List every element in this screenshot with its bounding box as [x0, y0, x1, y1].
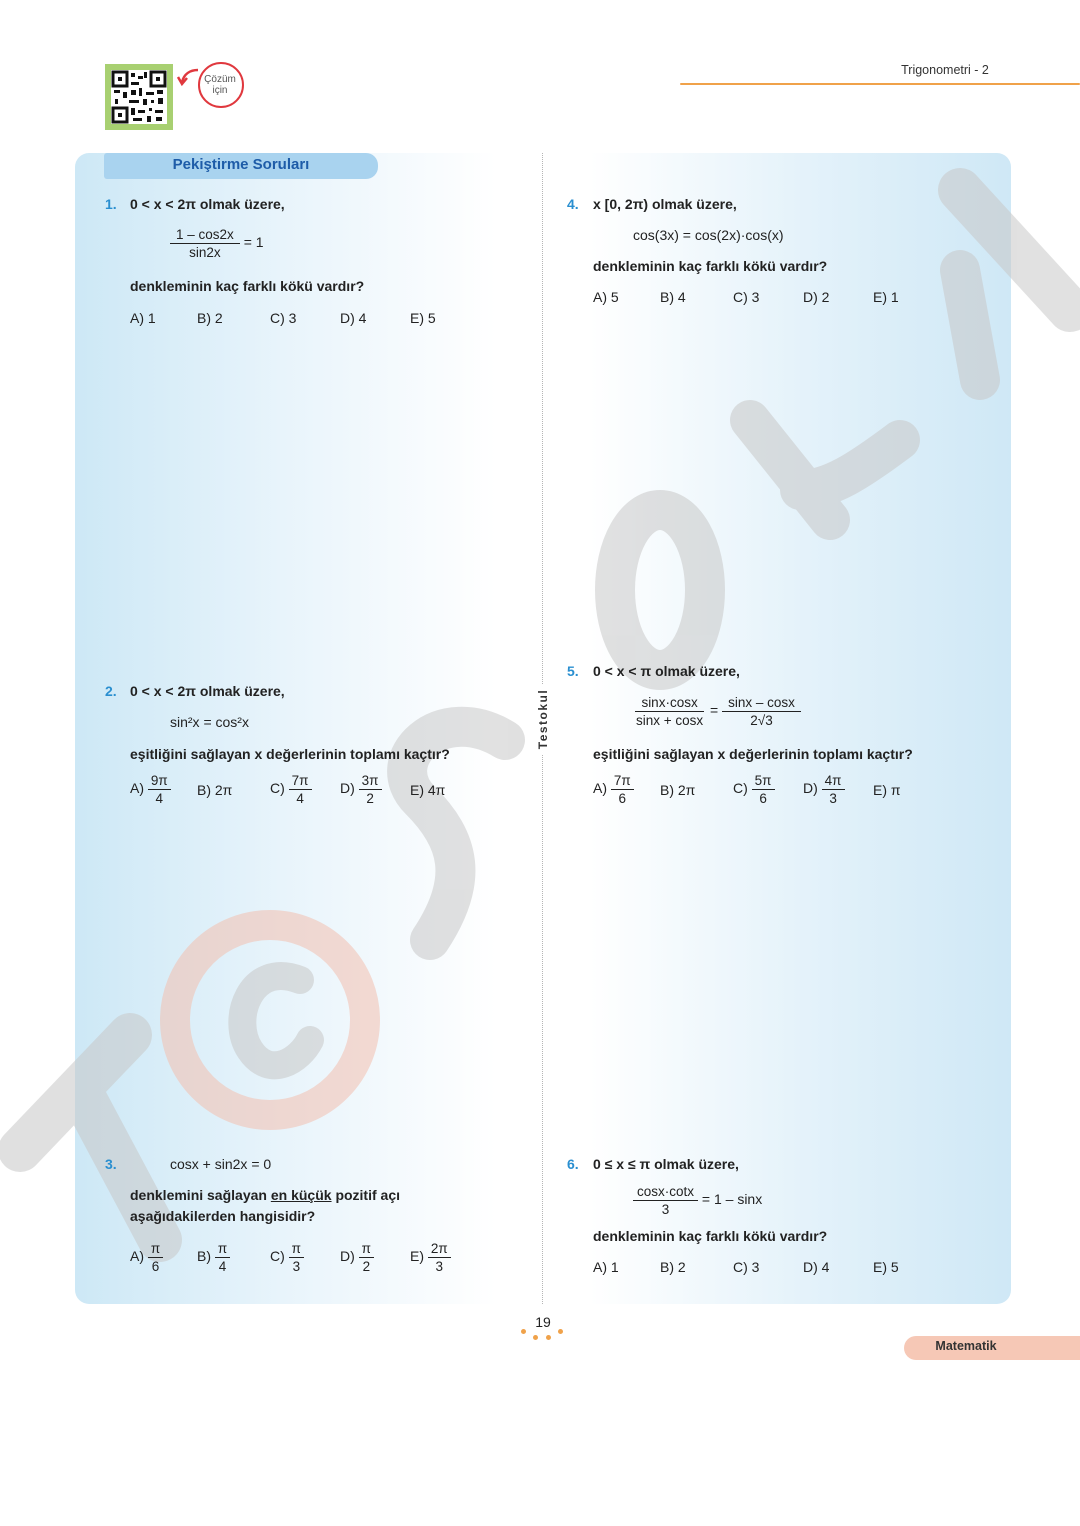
option-d[interactable]: D) $\frac{4\pi}{3}$	[803, 772, 845, 807]
option-d[interactable]: D) 2	[803, 289, 830, 305]
option-a[interactable]: A) 5	[593, 289, 619, 305]
option-e[interactable]: E) π	[873, 782, 901, 798]
question-number: 4.	[567, 196, 579, 212]
question-number: 5.	[567, 663, 579, 679]
option-c[interactable]: C) 3	[733, 1259, 760, 1275]
page-number: 19	[535, 1314, 551, 1330]
qr-pattern	[111, 70, 167, 124]
option-d[interactable]: D) $\frac{3\pi}{2}$	[340, 772, 382, 807]
question-number: 1.	[105, 196, 117, 212]
option-c[interactable]: C) $\frac{7\pi}{4}$	[270, 772, 312, 807]
option-b[interactable]: B) 2π	[660, 782, 696, 798]
qr-code[interactable]	[105, 64, 173, 130]
side-logo: Testokul	[536, 684, 550, 754]
option-d[interactable]: D) 4	[340, 310, 367, 326]
question-condition: 0 < x < π olmak üzere,	[593, 663, 740, 679]
question-equation: $\frac{\sin x\cdot\cos x}{\sin x + \cos x}$ = $\frac{\sin x - \cos x}{2√3}$	[633, 694, 801, 729]
section-title: Pekiştirme Soruları	[172, 156, 310, 173]
option-d[interactable]: D) 4	[803, 1259, 830, 1275]
option-a[interactable]: A) 1	[130, 310, 156, 326]
page-dot	[558, 1329, 563, 1334]
question-number: 3.	[105, 1156, 117, 1172]
question-equation: cos(3x) = cos(2x)·cos(x)	[633, 227, 784, 243]
question-equation: cosx + sin2x = 0	[170, 1156, 272, 1172]
option-a[interactable]: A) $\frac{9\pi}{4}$	[130, 772, 171, 807]
option-c[interactable]: C) 3	[733, 289, 760, 305]
page-dot	[533, 1335, 538, 1340]
question-condition: 0 < x < 2π olmak üzere,	[130, 196, 285, 212]
option-c[interactable]: C) $\frac{\pi}{3}$	[270, 1240, 304, 1275]
question-prompt: denkleminin kaç farklı kökü vardır?	[130, 278, 365, 294]
question-equation: $\frac{1 - \cos 2x}{\sin 2x}$ = 1	[170, 226, 264, 261]
option-b[interactable]: B) 2	[660, 1259, 686, 1275]
option-c[interactable]: C) $\frac{5\pi}{6}$	[733, 772, 775, 807]
option-b[interactable]: B) 2	[197, 310, 223, 326]
question-equation: sin²x = cos²x	[170, 714, 249, 730]
option-d[interactable]: D) $\frac{\pi}{2}$	[340, 1240, 374, 1275]
page-dot	[521, 1329, 526, 1334]
question-condition: x [0, 2π) olmak üzere,	[593, 196, 737, 212]
page-dot	[546, 1335, 551, 1340]
question-prompt: denkleminin kaç farklı kökü vardır?	[593, 258, 828, 274]
option-b[interactable]: B) 2π	[197, 782, 233, 798]
option-e[interactable]: E) 1	[873, 289, 899, 305]
subject-label: Matematik	[935, 1339, 997, 1353]
chapter-title: Trigonometri - 2	[901, 63, 989, 77]
option-a[interactable]: A) 1	[593, 1259, 619, 1275]
option-a[interactable]: A) $\frac{\pi}{6}$	[130, 1240, 163, 1275]
option-e[interactable]: E) 5	[873, 1259, 899, 1275]
option-e[interactable]: E) 4π	[410, 782, 446, 798]
question-prompt: eşitliğini sağlayan x değerlerinin toplamı kaçtır?	[130, 746, 450, 762]
question-number: 2.	[105, 683, 117, 699]
option-c[interactable]: C) 3	[270, 310, 297, 326]
question-prompt: denkleminin kaç farklı kökü vardır?	[593, 1228, 828, 1244]
question-equation: $\frac{\cos x\cdot\cot x}{3}$ = 1 – sinx	[633, 1183, 762, 1218]
question-condition: 0 < x < 2π olmak üzere,	[130, 683, 285, 699]
question-number: 6.	[567, 1156, 579, 1172]
question-prompt: eşitliğini sağlayan x değerlerinin toplamı kaçtır?	[593, 746, 913, 762]
option-e[interactable]: E) $\frac{2\pi}{3}$	[410, 1240, 451, 1275]
question-prompt: denklemini sağlayan en küçük pozitif açı	[130, 1187, 400, 1203]
header-rule	[680, 83, 1080, 85]
question-condition: 0 ≤ x ≤ π olmak üzere,	[593, 1156, 739, 1172]
question-prompt-line2: aşağıdakilerden hangisidir?	[130, 1208, 316, 1224]
option-b[interactable]: B) 4	[660, 289, 686, 305]
option-a[interactable]: A) $\frac{7\pi}{6}$	[593, 772, 634, 807]
option-e[interactable]: E) 5	[410, 310, 436, 326]
solution-badge-label: Çözüm için	[204, 74, 236, 96]
option-b[interactable]: B) $\frac{\pi}{4}$	[197, 1240, 230, 1275]
